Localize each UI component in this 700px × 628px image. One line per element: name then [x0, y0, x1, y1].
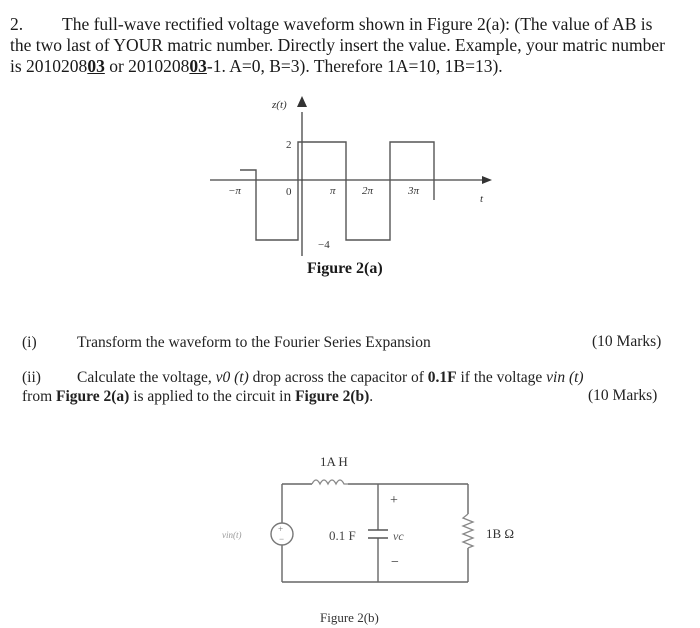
level-low-label: −4 [318, 239, 330, 251]
figure-2b-caption: Figure 2(b) [320, 610, 379, 625]
question-line-3: is 201020803 or 201020803-1. A=0, B=3). Therefore 1A=10, 1B=13). [10, 56, 503, 76]
vo-variable: v0 (t) [215, 369, 249, 386]
part-ii-marks: (10 Marks) [588, 387, 658, 404]
x-axis-label: t [480, 193, 484, 205]
question-line-1: 2. The full-wave rectified voltage waveform shown in Figure 2(a): (The value of AB is [10, 14, 653, 34]
figure-2b-ref: Figure 2(b) [295, 388, 370, 405]
level-high-label: 2 [286, 139, 292, 151]
tick-3pi: 3π [408, 185, 420, 197]
plus-sign: + [390, 493, 398, 508]
underlined-digits-1: 03 [87, 56, 105, 76]
vin-variable: vin (t) [546, 369, 584, 386]
question-line-2: the two last of YOUR matric number. Directly insert the value. Example, your matric number [10, 35, 665, 55]
inductor-icon [312, 480, 348, 484]
part-ii-line-1: Calculate the voltage, v0 (t) drop across the capacitor of 0.1F if the voltage vin (t) [77, 369, 584, 386]
part-i-marks: (10 Marks) [592, 333, 662, 350]
svg-text:+: + [278, 524, 284, 534]
resistor-icon [463, 514, 473, 548]
part-ii-line-2: from Figure 2(a) is applied to the circuit in Figure 2(b). [22, 388, 374, 405]
minus-sign: − [391, 555, 399, 570]
tick-pi: π [330, 185, 336, 197]
capacitor-label: 0.1 F [329, 528, 356, 543]
part-i-text: Transform the waveform to the Fourier Series Expansion [77, 334, 431, 351]
figure-2a-ref: Figure 2(a) [56, 388, 130, 405]
y-axis-label: z(t) [272, 99, 287, 111]
figure-2a-caption: Figure 2(a) [307, 260, 383, 277]
tick-zero: 0 [286, 186, 292, 198]
question-number: 2. [10, 14, 24, 34]
tick-2pi: 2π [362, 185, 374, 197]
capacitor-value: 0.1F [427, 369, 457, 386]
svg-text:−: − [279, 534, 285, 544]
part-ii-label: (ii) [22, 369, 41, 386]
vc-label: vc [393, 529, 404, 543]
underlined-digits-2: 03 [189, 56, 207, 76]
source-label: vin(t) [222, 530, 242, 540]
tick-minus-pi: −π [228, 185, 241, 197]
resistor-label: 1B Ω [486, 526, 515, 541]
inductor-label: 1A H [320, 454, 348, 469]
part-i-label: (i) [22, 334, 37, 351]
